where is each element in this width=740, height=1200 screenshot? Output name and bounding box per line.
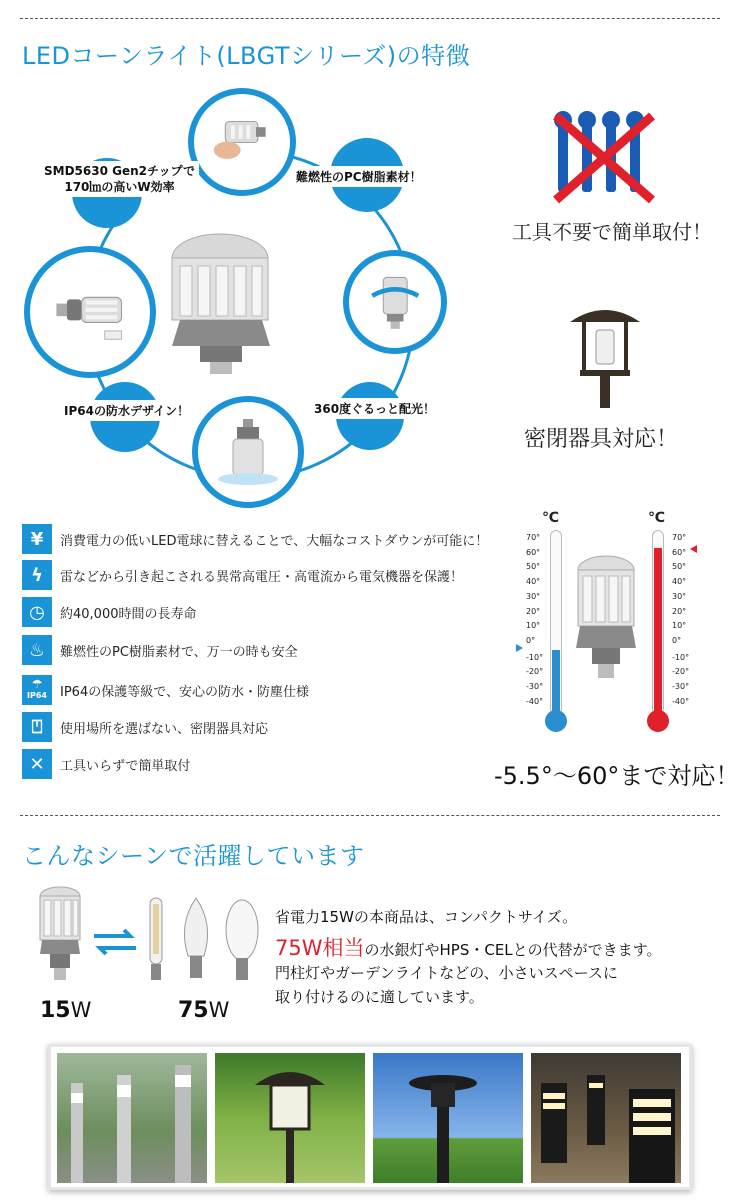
tick-label: 20° — [526, 606, 541, 616]
watt-15-number: 15 — [40, 998, 71, 1023]
tick-label: -20° — [526, 667, 544, 677]
feature-text: IP64の保護等級で、安心の防水・防塵仕様 — [60, 684, 309, 700]
tick-label: 0° — [526, 635, 536, 645]
ip64-badge: IP64 — [27, 691, 47, 700]
tick-label: 60° — [526, 547, 541, 557]
feature-item — [22, 634, 298, 666]
tick-label: 10° — [672, 621, 687, 631]
night-bollards-image — [531, 1053, 681, 1183]
feature-item — [22, 674, 309, 706]
tick-label: 30° — [526, 591, 541, 601]
tick-label: 50° — [672, 562, 687, 572]
lightning-icon: ϟ — [22, 560, 52, 590]
cold-marker — [516, 644, 523, 652]
section-title-features: LEDコーンライト(LBGTシリーズ)の特徴 — [22, 42, 471, 70]
desc-line-1: 省電力15Wの本商品は、コンパクトサイズ。 — [275, 908, 578, 926]
scene-photo-garden-lamp — [215, 1053, 365, 1183]
feature-text: 使用場所を選ばない、密閉器具対応 — [60, 721, 269, 737]
feature-item — [22, 559, 463, 591]
scene-photo-bollards — [57, 1053, 207, 1183]
label-resin: 難燃性のPC樹脂素材！ — [292, 166, 426, 187]
post-lamp-image — [560, 300, 650, 408]
center-bulb-image — [150, 218, 310, 376]
scene-photo-strip — [48, 1044, 692, 1190]
bollard-lights-image — [57, 1053, 207, 1183]
post-lamp-silhouette-image — [373, 1053, 523, 1183]
tick-label: 10° — [526, 621, 541, 631]
tick-label: -40° — [672, 696, 690, 706]
bubble-rotate-bulb — [343, 250, 447, 354]
tick-label: -10° — [672, 652, 690, 662]
right-ticks — [672, 531, 689, 709]
tools-icon: ✕ — [22, 749, 52, 779]
tick-label: -40° — [526, 696, 544, 706]
scene-photo-night-bollards — [531, 1053, 681, 1183]
hot-bulb — [647, 710, 669, 732]
flame-icon: ♨ — [22, 635, 52, 665]
swap-arrows-icon — [92, 928, 138, 956]
tick-label: 50° — [526, 562, 541, 572]
feature-text: 難燃性のPC樹脂素材で、万一の時も安全 — [60, 644, 298, 660]
watt-75-unit: W — [208, 998, 230, 1022]
bubble-horizontal-bulb — [24, 246, 156, 378]
unit-right: ℃ — [648, 510, 665, 526]
umbrella-ip64-icon — [22, 675, 52, 705]
tick-label: 60° — [672, 547, 687, 557]
middle-divider — [20, 815, 720, 816]
tick-label: 40° — [672, 577, 687, 587]
desc-line-4: 取り付けるのに適しています。 — [275, 988, 484, 1006]
label-ip64: IP64の防水デザイン！ — [60, 400, 193, 421]
hot-mercury — [654, 548, 662, 718]
unit-left: ℃ — [542, 510, 559, 526]
left-ticks — [526, 531, 543, 709]
tick-label: -30° — [672, 682, 690, 692]
desc-line-3: 門柱灯やガーデンライトなどの、小さいスペースに — [275, 964, 618, 982]
scene-photo-post-lamp — [373, 1053, 523, 1183]
label-rotate: 360度ぐるっと配光！ — [310, 398, 439, 419]
hand-bulb-image — [208, 108, 275, 175]
thermo-bulb-image — [572, 552, 640, 692]
feature-text: 消費電力の低いLED電球に替えることで、大幅なコストダウンが可能に！ — [60, 533, 489, 549]
label-sealed: 密閉器具対応！ — [524, 427, 679, 452]
cold-mercury — [552, 650, 560, 718]
rotate-bulb-image — [363, 270, 427, 334]
umbrella-glyph: ☂ — [31, 677, 43, 691]
tick-label: -30° — [526, 682, 544, 692]
tick-label: 70° — [526, 533, 541, 542]
tick-label: 0° — [672, 635, 682, 645]
desc-line-2-rest: の水銀灯やHPS・CELとの代替ができます。 — [364, 941, 662, 959]
watt-15 — [40, 998, 91, 1023]
tick-label: -20° — [672, 667, 690, 677]
temperature-range: -5.5°～60°まで対応！ — [494, 762, 740, 790]
section-title-scenes: こんなシーンで活躍しています — [22, 842, 365, 870]
feature-text: 約40,000時間の長寿命 — [60, 606, 197, 622]
watt-75 — [178, 998, 229, 1023]
tick-label: 20° — [672, 606, 687, 616]
top-divider — [20, 18, 720, 19]
no-tools-icon — [548, 108, 660, 204]
feature-item — [22, 523, 488, 555]
horizontal-bulb-image — [48, 270, 132, 354]
clock-icon: ◷ — [22, 597, 52, 627]
led-bulb-15w-image — [36, 886, 84, 982]
hid-lamps-75w-image — [144, 894, 264, 984]
highlight-75w: 75W相当 — [275, 936, 365, 960]
tick-label: 30° — [672, 591, 687, 601]
enclosed-fixture-icon: ⍞ — [22, 712, 52, 742]
waterproof-bulb-image — [213, 417, 283, 487]
bubble-waterproof-bulb — [192, 396, 304, 508]
feature-text: 雷などから引き起こされる異常高電圧・高電流から電気機器を保護！ — [60, 569, 464, 585]
yen-icon: ¥ — [22, 524, 52, 554]
tick-label: -10° — [526, 652, 544, 662]
watt-15-unit: W — [70, 998, 92, 1022]
hot-marker — [690, 545, 697, 553]
label-tool-free: 工具不要で簡単取付！ — [512, 220, 712, 244]
tick-label: 40° — [526, 577, 541, 587]
garden-lamp-image — [215, 1053, 365, 1183]
label-chip: SMD5630 Gen2チップで 170㏐の高いW効率 — [40, 161, 199, 197]
bubble-install-photo — [188, 88, 296, 196]
feature-item — [22, 596, 197, 628]
desc-line-2 — [275, 932, 661, 962]
feature-item — [22, 711, 268, 743]
feature-text: 工具いらずで簡単取付 — [60, 758, 191, 774]
cold-bulb — [545, 710, 567, 732]
watt-75-number: 75 — [178, 998, 209, 1023]
feature-item — [22, 748, 190, 780]
tick-label: 70° — [672, 533, 687, 542]
